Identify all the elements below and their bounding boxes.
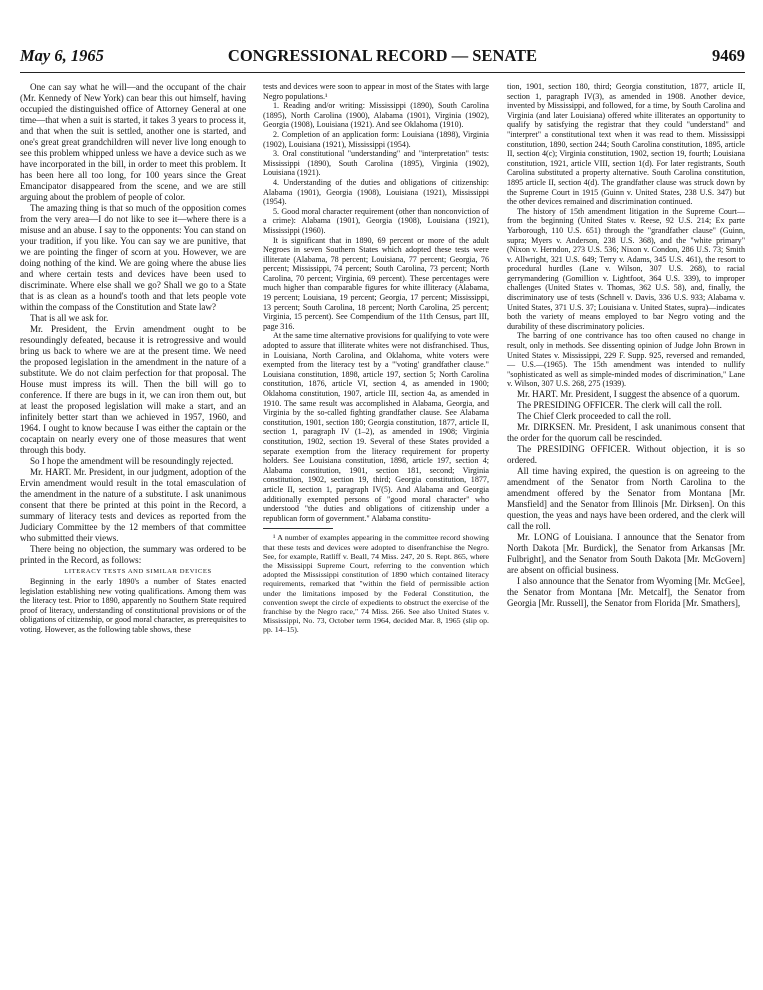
paragraph: The history of 15th amendment litigation in the Supreme Court—from the beginning (United States v. Reese, 92 U.S. 214; Ex parte Yarborough, 110 U.S. 651) through the "grandfather clause" (Guinn, supra; Myers v. Anderson, 238 U.S. 368), and the "white primary" (Nixon v. Herndon, 273 U.S. 536; Nixon v. Condon, 286 U.S. 73; Smith v. Allwright, 321 U.S. 649; Terry v. Adams, 345 U.S. 461), the resort to procedural hurdles (Lane v. Wilson, 307 U.S. 268), to racial gerrymandering (Gomillion v. Lightfoot, 364 U.S. 339), to improper challenges (United States v. Thomas, 362 U.S. 58), and, finally, the discriminatory use of tests (Schnell v. Davis, 336 U.S. 933; Alabama v. United States, 371 U.S. 37; Louisiana v. United States, supra)—indicates both the variety of means employed to bar Negro voting and the durability of these discriminatory policies. bbox=[507, 206, 745, 331]
paragraph: It is significant that in 1890, 69 percent or more of the adult Negroes in seven Southern States which adopted these tests were illiterate (Alabama, 78 percent; Louisiana, 77 percent; Georgia, 76 percent; Mississippi, 74 percent; South Carolina, 73 percent; North Carolina, 70 percent; Virginia, 69 percent). These percentages were much higher than comparable figures for white illiteracy (Alabama, 19 percent; Louisiana, 19 percent; Georgia, 17 percent; Mississippi, 13 percent; South Carolina, 18 percent; North Carolina, 25 percent; Virginia, 15 percent). See Compendium of the 11th Census, part III, page 316. bbox=[263, 235, 489, 331]
paragraph: Beginning in the early 1890's a number of States enacted legislation establishing new voting qualifications. Among them was the literacy test. Prior to 1890, apparently no Southern State required proof of literacy, understanding of constitutional provisions or of the obligations of citizenship, or good moral character, as prerequisites to voting. However, as the following table shows, these bbox=[20, 577, 246, 634]
paragraph: The barring of one contrivance has too often caused no change in result, only in methods. See dissenting opinion of Judge John Brown in United States v. Mississippi, 229 F. Supp. 925, reversed and remanded,— U.S.—(1965). The 15th amendment was intended to nullify "sophisticated as well as simple-minded modes of discrimination," Lane v. Wilson, 307 U.S. 268, 275 (1939). bbox=[507, 331, 745, 389]
header-date: May 6, 1965 bbox=[20, 46, 104, 65]
paragraph: All time having expired, the question is on agreeing to the amendment of the Senator from North Carolina to the amendment offered by the Senator from Montana [Mr. Mansfield] and the Senator from Illinois [Mr. Dirksen]. On this question, the yeas and nays have been ordered, and the clerk will call the roll. bbox=[507, 466, 745, 531]
header-page-number: 9469 bbox=[712, 46, 745, 65]
paragraph: So I hope the amendment will be resoundingly rejected. bbox=[30, 456, 234, 466]
paragraph: tests and devices were soon to appear in most of the States with large Negro populations.¹ bbox=[263, 82, 489, 101]
paragraph: The amazing thing is that so much of the opposition comes from the very area—I do not like to see it—where there is a misuse and an abuse. I say to the opponents: You can stand on your tradition, if you like. You can say we are punitive, that we are pointing the finger of scorn at you. However, we are doing nothing of the kind. We are going where the abuse lies and where certain tests and devices have been used to discriminate. Where else shall we go? Shall we go to a State that is as clean as a hound's tooth and that lets people vote within the compass of the Constitution and State law? bbox=[20, 203, 246, 312]
list-item: 2. Completion of an application form: Louisiana (1898), Virginia (1902), Louisiana (1921), Mississippi (1954). bbox=[263, 129, 489, 149]
paragraph: Mr. DIRKSEN. Mr. President, I ask unanimous consent that the order for the quorum call be rescinded. bbox=[507, 422, 745, 443]
paragraph: That is all we ask for. bbox=[30, 313, 109, 323]
paragraph: The PRESIDING OFFICER. The clerk will call the roll. bbox=[517, 400, 722, 410]
footnote bbox=[263, 533, 489, 634]
footnote-divider bbox=[263, 528, 333, 529]
paragraph: Mr. HART. Mr. President, in our judgment, adoption of the Ervin amendment would result in the total emasculation of the amendment in the nature of a substitute. I ask unanimous consent that there be printed at this point in the Record, a summary of literacy tests and devices as reported from the Judiciary Committee by the 12 members of that committee who submitted their views. bbox=[20, 467, 246, 543]
paragraph: Mr. LONG of Louisiana. I announce that the Senator from North Dakota [Mr. Burdick], the Senator from Arkansas [Mr. Fulbright], and the Senator from South Dakota [Mr. McGovern] are absent on official business. bbox=[507, 532, 745, 575]
paragraph: There being no objection, the summary was ordered to be printed in the Record, as follows: bbox=[20, 544, 246, 565]
list-item: 4. Understanding of the duties and obligations of citizenship: Alabama (1901), Georgia (1908), Louisiana (1921), Mississippi (1954). bbox=[263, 177, 489, 207]
column-1 bbox=[20, 82, 246, 635]
column-3 bbox=[507, 82, 745, 609]
page-header bbox=[20, 46, 745, 73]
paragraph: One can say what he will—and the occupant of the chair (Mr. Kennedy of New York) can bear this out himself, having occupied the distinguished office of Attorney General at one time—that when a suit is started, it takes 3 years to process it, and that when the suit is settled, another one is started, and one's great great grandchildren will never live long enough to see this problem whipped unless we have a device such as we have incorporated in the bill, in order to meet this problem. It has been here all too long, for 100 years since the Great Emancipator disappeared from the scene, and we are still arguing about the problem of people of color. bbox=[20, 82, 246, 202]
header-title: CONGRESSIONAL RECORD — SENATE bbox=[227, 46, 538, 65]
column-2 bbox=[263, 82, 489, 635]
list-item: 3. Oral constitutional "understanding" and "interpretation" tests: Mississippi (1890), South Carolina (1895), Virginia (1902), Louisiana (1921). bbox=[263, 149, 489, 178]
paragraph: The Chief Clerk proceeded to call the roll. bbox=[517, 411, 672, 421]
paragraph: At the same time alternative provisions for qualifying to vote were adopted to assure that illiterate whites were not disfranchised. Thus, in Louisiana, North Carolina, and Oklahoma, white voters were exempted from the literacy test by a "'voting' grandfather clause." Louisiana constitution, 1898, article 197, section 5; North Carolina constitution, 1876, article VI, section 4, as amended in 1900; Oklahoma constitution, 1907, article III, section 4a, as amended in 1910. The same result was accomplished in Alabama, Georgia, and Virginia by the so-called fighting grandfather clause. See Alabama constitution, 1901, section 180; Georgia constitution, 1877, article II, section 1, paragraph IV (1–2), as amended in 1908; Virginia constitution, 1902, section 19. Several of these States provided a separate exemption from the literacy requirement for property holders. See Louisiana constitution, 1898, article 197, section 4; Alabama constitution, 1901, section 181, second; Virginia constitution, 1902, section 19, third; Georgia constitution, 1877, article II, section 1, paragraph IV(5). And Alabama and Georgia additionally exempted persons of "good moral character" who understood "the duties and obligations of citizenship under a republican form of government." Alabama constitu- bbox=[263, 331, 489, 523]
paragraph: Mr. President, the Ervin amendment ought to be resoundingly defeated, because it is retrogressive and would bring us back to where we are at the present time. We need the proposed legislation in the amendment in the nature of a substitute. We do not claim perfection for that proposal. The House must impress its will. Then the bill will go to conference. If there are bugs in it, we can iron them out, but at least the proposed legislation will make a start, and an infinitely better start than we achieved in 1957, 1960, and 1964. I ought to know because I was either the captain or the cocaptain on nearly every one of those measures that went through this body. bbox=[20, 324, 246, 455]
paragraph: tion, 1901, section 180, third; Georgia constitution, 1877, article II, section 1, paragraph IV(3), as amended in 1908. Another device, invented by Mississippi, and followed, for a time, by South Carolina and Virginia (and later Louisiana) offered white illiterates an opportunity to qualify by satisfying the registrar that they could "understand" and "interpret" a constitutional text when it was read to them. Mississippi constitution, 1890, section 244; South Carolina constitution, 1895, article II, section 4(c); Virginia constitution, 1902, section 19, fourth; Louisiana constitution, 1921, article VIII, section 1(d). For later registrants, South Carolina substituted a property alternative. South Carolina constitution, 1895 article II, section 4(d). The grandfather clause was struck down by the Supreme Court in 1915 (Guinn v. United States, 238 U.S. 347) but the other devices remained and discrimination continued. bbox=[507, 82, 745, 207]
paragraph: I also announce that the Senator from Wyoming [Mr. McGee], the Senator from Montana [Mr. Metcalf], the Senator from Georgia [Mr. Russell], the Senator from Florida [Mr. Smathers], bbox=[507, 576, 745, 608]
list-item: 5. Good moral character requirement (other than nonconviction of a crime): Alabama (1901), Georgia (1908), Louisiana (1921), Mississippi (1960). bbox=[263, 206, 489, 235]
paragraph: Mr. HART. Mr. President, I suggest the absence of a quorum. bbox=[517, 389, 740, 399]
paragraph: The PRESIDING OFFICER. Without objection, it is so ordered. bbox=[507, 444, 745, 465]
section-subheading: LITERACY TESTS AND SIMILAR DEVICES bbox=[64, 568, 212, 575]
list-item: 1. Reading and/or writing: Mississippi (1890), South Carolina (1895), North Carolina (1900), Alabama (1901), Virginia (1902), Georgia (1908), Louisiana (1921). And see Oklahoma (1910). bbox=[263, 101, 489, 130]
footnote-text: ¹ A number of examples appearing in the committee record showing that these tests and devices were adopted to disenfranchise the Negro. See, for example, Ratliff v. Beall, 74 Miss. 247, 20 S. Rept. 865, where the Mississippi Supreme Court, referring to the convention which adopted the Mississippi constitution of 1890 which contained literacy requirements, remarked that "within the field of permissible action under the limitations imposed by the Federal Constitution, the convention swept the circle of expedients to obstruct the exercise of the franchise by the Negro race," 74 Miss. 266. See also United States v. Mississippi, No. 73, October term 1964, decided Mar. 8, 1965 (slip op. pp. 14–15). bbox=[263, 533, 489, 635]
